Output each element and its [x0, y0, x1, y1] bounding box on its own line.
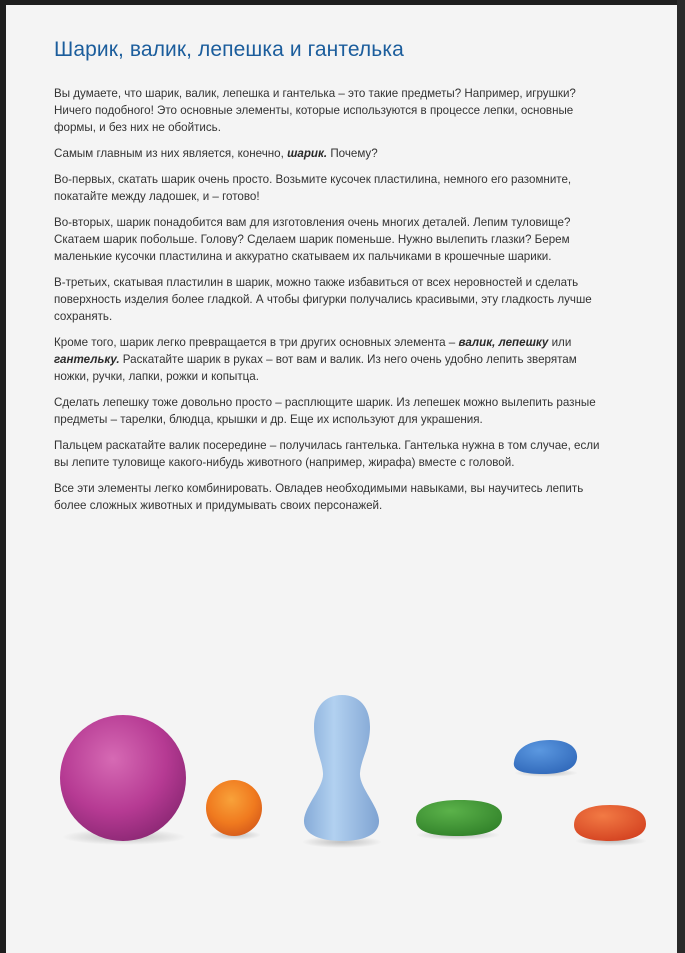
orange-pancake-shape [574, 805, 646, 841]
paragraph-2-text-after: Почему? [327, 147, 378, 160]
page-title: Шарик, валик, лепешка и гантелька [54, 38, 404, 61]
paragraph-1: Вы думаете, что шарик, валик, лепешка и гантелька – это такие предметы? Например, игрушки? Ничего подобного! Это основные элементы, которые используются в процессе лепки, основные формы, и без них не обойтись. [54, 87, 576, 134]
emphasis-roll-pancake: валик, лепешку [458, 336, 549, 349]
scan-edge [677, 0, 685, 953]
plasticine-shapes-illustration [6, 5, 677, 953]
paragraph-9: Все эти элементы легко комбинировать. Овладев необходимыми навыками, вы научитесь лепить более сложных животных и придумывать своих персонажей. [54, 482, 584, 512]
paragraph-6-text-before: Кроме того, шарик легко превращается в три других основных элемента – [54, 336, 459, 349]
big-ball-shape [60, 715, 186, 841]
book-page [6, 5, 677, 953]
emphasis-ball: шарик. [287, 147, 328, 160]
dumbbell-shape [304, 695, 379, 841]
paragraph-2-text-before: Самым главным из них является, конечно, [54, 147, 288, 160]
paragraph-7: Сделать лепешку тоже довольно просто – расплющите шарик. Из лепешек можно вылепить разные предметы – тарелки, блюдца, крышки и др. Еще их используют для украшения. [54, 396, 596, 426]
paragraph-5: В-третьих, скатывая пластилин в шарик, можно также избавиться от всех неровностей и сделать поверхность изделия более гладкой. А чтобы фигурки получались красивыми, эту гладкость лучше сохранять. [54, 276, 592, 323]
paragraph-6-text-after: Раскатайте шарик в руках – вот вам и валик. Из него очень удобно лепить зверятам ножки, ручки, лапки, рожки и копытца. [54, 353, 577, 383]
green-pancake-shape [416, 800, 502, 836]
small-ball-shape [206, 780, 262, 836]
emphasis-dumbbell: гантельку. [54, 353, 120, 366]
paragraph-4: Во-вторых, шарик понадобится вам для изготовления очень многих деталей. Лепим туловище? Скатаем шарик побольше. Голову? Сделаем шарик поменьше. Нужно вылепить глазки? Берем маленькие кусочки пластилина и аккуратно скатываем их пальчиками в крошечные шарики. [54, 216, 571, 263]
paragraph-6-text-middle: или [548, 336, 572, 349]
paragraph-8: Пальцем раскатайте валик посередине – получилась гантелька. Гантелька нужна в том случае, если вы лепите туловище какого-нибудь животного (например, жирафа) вместе с головой. [54, 439, 600, 469]
paragraph-3: Во-первых, скатать шарик очень просто. Возьмите кусочек пластилина, немного его разомните, покатайте между ладошек, и – готово! [54, 173, 572, 203]
blue-pancake-shape [514, 740, 577, 774]
